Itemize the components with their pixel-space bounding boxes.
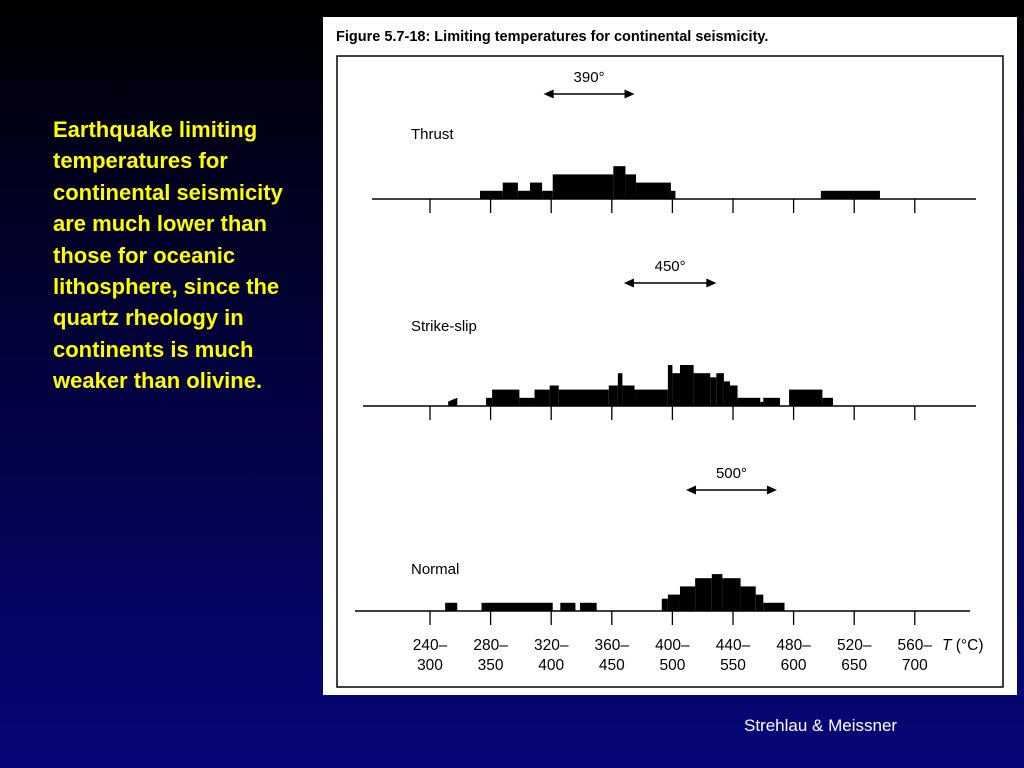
- x-tick-label-bottom: 650: [841, 657, 868, 674]
- thrust-histogram-bar: [613, 166, 625, 199]
- strike-slip-histogram-bar: [763, 398, 780, 406]
- thrust-histogram-bar: [671, 191, 676, 199]
- thrust-histogram-bar: [542, 191, 553, 199]
- strike-slip-histogram-bar: [789, 390, 822, 406]
- strike-slip-histogram-bar: [668, 365, 673, 406]
- strike-slip-histogram-bar: [519, 398, 534, 406]
- normal-histogram-bar: [445, 603, 457, 611]
- x-tick-label-bottom: 500: [659, 657, 686, 674]
- x-tick-label-bottom: 550: [720, 657, 746, 674]
- strike-slip-histogram-bar: [609, 386, 618, 407]
- normal-histogram-bar: [712, 574, 723, 611]
- normal-histogram-bar: [580, 603, 597, 611]
- normal-histogram-bar: [560, 603, 575, 611]
- normal-histogram-bar: [722, 578, 740, 611]
- thrust-histogram-bar: [530, 183, 542, 199]
- x-tick-label-top: 240–: [412, 637, 448, 654]
- strike-slip-histogram-bar: [716, 373, 724, 406]
- strike-slip-histogram-bar: [535, 390, 550, 406]
- figure-panel: [323, 17, 1017, 695]
- strike-slip-arrowhead-left: [624, 279, 634, 288]
- slide-body-text: Earthquake limiting temperatures for continental seismicity are much lower than those for oceanic lithosphere, since the quartz rheology in continents is much weaker than olivine.: [53, 117, 283, 394]
- x-tick-label-bottom: 450: [598, 657, 625, 674]
- x-tick-label-top: 440–: [715, 637, 751, 654]
- thrust-histogram-bar: [636, 183, 671, 199]
- strike-slip-panel-label: Strike-slip: [411, 318, 477, 335]
- x-tick-label-top: 320–: [533, 637, 569, 654]
- strike-slip-histogram-bar: [710, 377, 716, 406]
- x-tick-label-top: 560–: [897, 637, 933, 654]
- strike-slip-histogram-bar: [760, 402, 763, 406]
- strike-slip-histogram-bar: [622, 386, 634, 407]
- strike-slip-histogram-bar: [672, 373, 680, 406]
- strike-slip-histogram-bar: [822, 398, 833, 406]
- thrust-histogram-bar: [553, 174, 614, 199]
- x-tick-label-top: 280–: [473, 637, 508, 654]
- thrust-panel-label: Thrust: [411, 126, 454, 143]
- normal-arrowhead-right: [767, 486, 777, 495]
- normal-panel-label: Normal: [411, 561, 460, 578]
- thrust-histogram-bar: [821, 191, 880, 199]
- figure-title: Figure 5.7-18: Limiting temperatures for continental seismicity.: [336, 29, 769, 45]
- x-tick-label-top: 520–: [836, 637, 872, 654]
- strike-slip-histogram-bar: [738, 398, 761, 406]
- strike-slip-histogram-bar: [694, 373, 711, 406]
- x-axis-label: T (°C): [942, 637, 984, 654]
- x-tick-label-top: 480–: [776, 637, 811, 654]
- thrust-histogram-bar: [503, 183, 518, 199]
- slide-credit: Strehlau & Meissner: [744, 716, 898, 735]
- x-tick-label-top: 400–: [655, 637, 690, 654]
- thrust-histogram-bar: [480, 191, 503, 199]
- strike-slip-arrowhead-right: [706, 279, 716, 288]
- thrust-histogram-bar: [625, 174, 636, 199]
- x-tick-label-bottom: 700: [901, 657, 928, 674]
- x-tick-label-bottom: 400: [538, 657, 565, 674]
- normal-histogram-bar: [763, 603, 784, 611]
- strike-slip-peak-annotation: 450°: [654, 258, 686, 275]
- x-tick-label-top: 360–: [594, 637, 630, 654]
- normal-histogram-bar: [662, 599, 668, 611]
- normal-histogram-bar: [741, 586, 756, 611]
- thrust-arrowhead-right: [625, 90, 635, 99]
- normal-histogram-bar: [482, 603, 553, 611]
- normal-histogram-bar: [695, 578, 712, 611]
- normal-histogram-bar: [668, 595, 680, 611]
- strike-slip-histogram-bar: [550, 386, 559, 407]
- strike-slip-histogram-bar: [680, 365, 694, 406]
- strike-slip-histogram-bar: [486, 398, 492, 406]
- normal-peak-annotation: 500°: [715, 465, 748, 482]
- thrust-peak-annotation: 390°: [573, 69, 605, 86]
- strike-slip-histogram-bar: [618, 373, 623, 406]
- normal-histogram-bar: [756, 595, 764, 611]
- x-tick-label-bottom: 300: [417, 657, 443, 674]
- normal-histogram-bar: [680, 586, 695, 611]
- thrust-histogram-bar: [518, 191, 530, 199]
- strike-slip-histogram-bar: [559, 390, 609, 406]
- histogram-chart: [323, 17, 1017, 695]
- x-tick-label-bottom: 350: [477, 657, 504, 674]
- strike-slip-histogram-bar: [448, 398, 457, 406]
- normal-arrowhead-left: [686, 486, 696, 495]
- strike-slip-histogram-bar: [635, 390, 668, 406]
- strike-slip-histogram-bar: [492, 390, 519, 406]
- strike-slip-histogram-bar: [730, 386, 738, 407]
- strike-slip-histogram-bar: [724, 381, 730, 406]
- x-tick-label-bottom: 600: [780, 657, 807, 674]
- thrust-arrowhead-left: [544, 90, 554, 99]
